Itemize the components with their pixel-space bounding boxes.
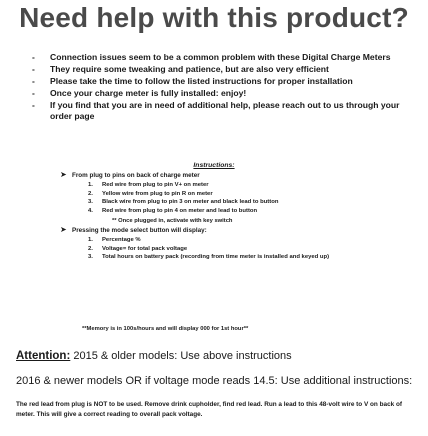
item-number: 3.	[88, 199, 93, 206]
memory-note: **Memory is in 100s/hours and will display 000 for 1st hour**	[82, 326, 249, 332]
list-item	[32, 64, 422, 75]
list-item	[32, 88, 422, 99]
bullet-text: Please take the time to follow the listed instructions for proper installation	[50, 76, 353, 86]
arrow-icon: ➤	[60, 170, 67, 179]
bullet-dash: -	[32, 64, 35, 74]
item-number: 3.	[88, 254, 93, 261]
list-item	[88, 253, 356, 262]
list-item	[88, 207, 388, 216]
attention-line	[16, 350, 292, 362]
item-number: 1.	[88, 182, 93, 188]
bullet-dash: -	[32, 52, 35, 62]
list-item	[88, 181, 388, 190]
item-text: Total hours on battery pack (recording from time meter is installed and keyed up)	[102, 254, 330, 261]
bullet-text: Connection issues seem to be a common problem with these Digital Charge Meters	[50, 52, 391, 62]
attention-text: 2015 & older models: Use above instructions	[70, 350, 292, 362]
step-text: Pressing the mode select button will display:	[72, 227, 207, 234]
intro-bullet-list	[32, 52, 422, 123]
attention-label: Attention:	[16, 350, 71, 362]
item-text: Percentage %	[102, 237, 141, 243]
bullet-text: Once your charge meter is fully installed: enjoy!	[50, 88, 247, 98]
item-text: Red wire from plug to pin 4 on meter and lead to button	[102, 207, 258, 214]
step-mode-select	[60, 227, 380, 236]
page-title: Need help with this product?	[19, 2, 409, 33]
final-instructions: The red lead from plug is NOT to be used. Remove drink cupholder, find red lead. Run a lead to this 48-volt wire to V on back of meter. This will give a correct reading to overall pack voltage.	[16, 401, 402, 418]
bullet-text: If you find that you are in need of additional help, please reach out to us through your order page	[50, 100, 400, 121]
bullet-text: They require some tweaking and patience, but are also very efficient	[50, 64, 329, 74]
item-text: Black wire from plug to pin 3 on meter and black lead to button	[102, 199, 279, 206]
instructions-heading: Instructions:	[193, 162, 235, 169]
list-item	[88, 236, 356, 245]
bullet-dash: -	[32, 100, 35, 110]
item-number: 1.	[88, 237, 93, 243]
arrow-icon: ➤	[60, 225, 67, 234]
list-item	[32, 76, 422, 87]
list-item	[32, 52, 422, 63]
item-number: 2.	[88, 190, 93, 197]
step-text: From plug to pins on back of charge meter	[72, 172, 200, 179]
step-wiring	[60, 172, 380, 181]
item-text: Voltage= for total pack voltage	[102, 245, 188, 252]
list-item	[88, 245, 356, 254]
item-number: 2.	[88, 245, 93, 252]
bullet-dash: -	[32, 88, 35, 98]
item-text: Red wire from plug to pin V+ on meter	[102, 182, 209, 188]
key-switch-note: ** Once plugged in, activate with key switch	[112, 218, 233, 224]
item-text: Yellow wire from plug to pin R on meter	[102, 190, 213, 197]
item-number: 4.	[88, 207, 93, 214]
display-modes-list	[88, 236, 356, 262]
wiring-list	[88, 181, 388, 215]
newer-models-line: 2016 & newer models OR if voltage mode reads 14.5: Use additional instructions:	[16, 375, 413, 387]
list-item	[88, 190, 388, 199]
bullet-dash: -	[32, 76, 35, 86]
list-item	[32, 100, 422, 122]
list-item	[88, 198, 388, 207]
